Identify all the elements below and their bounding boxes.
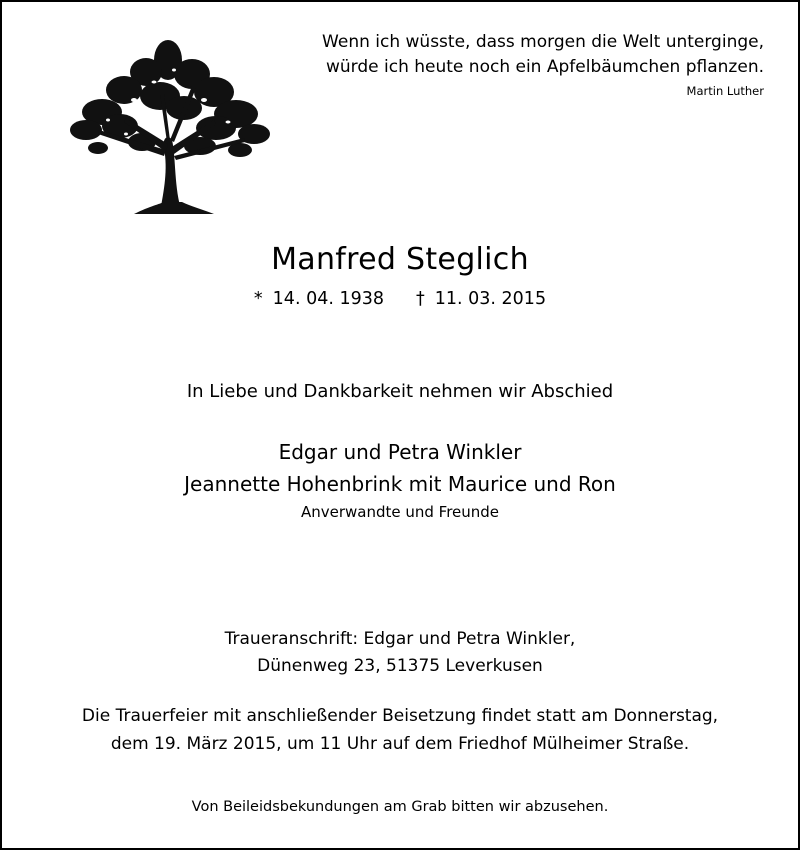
farewell-text: In Liebe und Dankbarkeit nehmen wir Abschied xyxy=(186,381,614,402)
condolence-note: Von Beileidsbekundungen am Grab bitten wir abzusehen. xyxy=(191,799,609,815)
ceremony-line-1: Die Trauerfeier mit anschließender Beisetzung findet statt am Donnerstag, xyxy=(81,706,719,726)
mourner-line-3: Anverwandte und Freunde xyxy=(300,503,500,521)
mourner-line-1: Edgar und Petra Winkler xyxy=(278,440,522,464)
ceremony-info xyxy=(0,702,800,758)
birth-date: 14. 04. 1938 xyxy=(272,289,384,309)
address-line-1: Traueranschrift: Edgar und Petra Winkler, xyxy=(224,629,576,649)
birth-symbol: * xyxy=(253,289,263,309)
ceremony-line-2: dem 19. März 2015, um 11 Uhr auf dem Friedhof Mülheimer Straße. xyxy=(110,734,690,754)
quote-line-1: Wenn ich wüsste, dass morgen die Welt unterginge, xyxy=(322,32,764,52)
quote-author: Martin Luther xyxy=(686,84,764,98)
mourners-block xyxy=(0,436,800,524)
address-line-2: Dünenweg 23, 51375 Leverkusen xyxy=(257,656,543,676)
quote-line-2: würde ich heute noch ein Apfelbäumchen pflanzen. xyxy=(325,57,764,77)
mourner-line-2: Jeannette Hohenbrink mit Maurice und Ron xyxy=(184,472,616,496)
tree-icon xyxy=(64,30,272,216)
life-dates xyxy=(0,286,800,312)
quote-block xyxy=(322,30,764,100)
death-symbol: † xyxy=(416,289,425,309)
death-date: 11. 03. 2015 xyxy=(434,289,547,309)
mourning-address xyxy=(0,626,800,680)
deceased-name: Manfred Steglich xyxy=(271,242,529,277)
